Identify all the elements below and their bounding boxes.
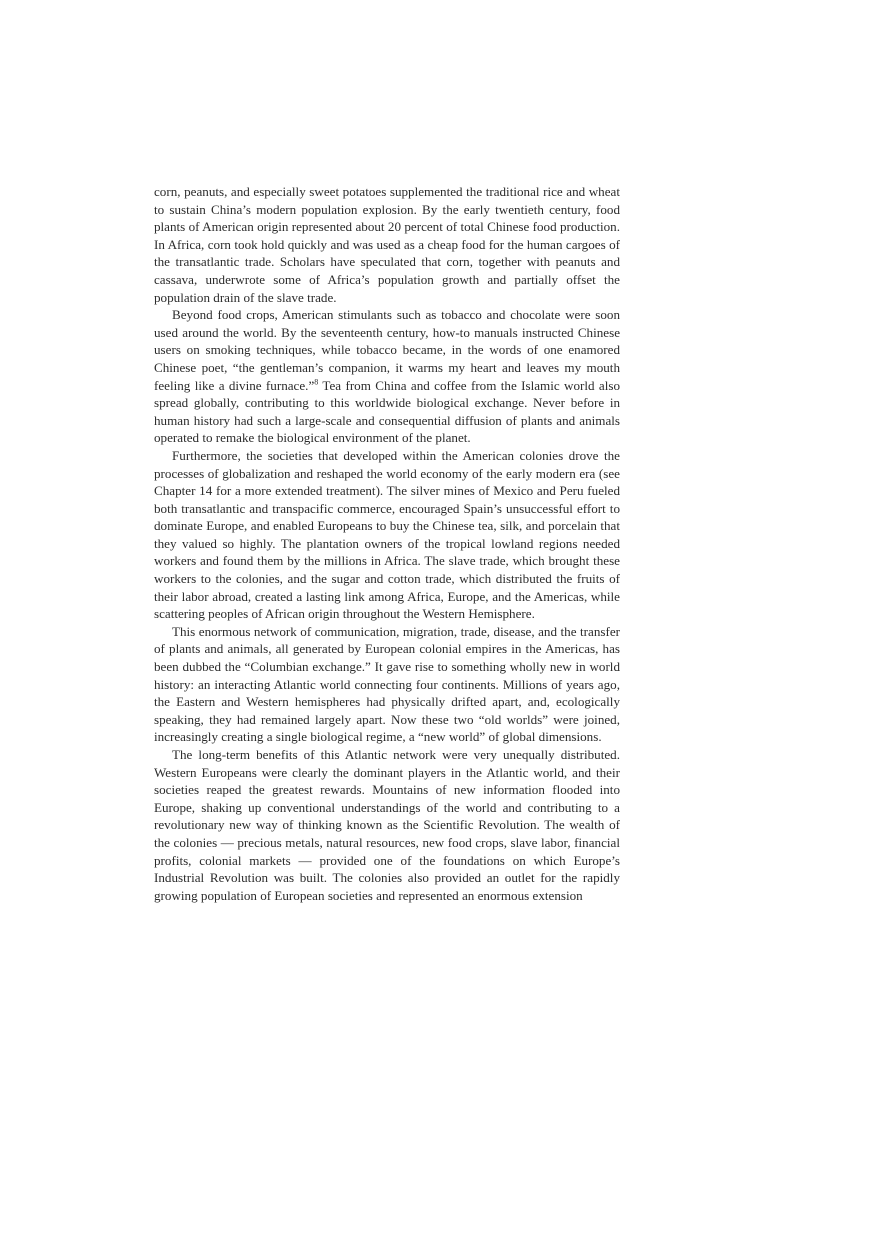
paragraph-5: The long-term benefits of this Atlantic network were very unequally distributed. Western Europeans were clearly the dominant players in the Atlantic world, and their societies reaped the greatest rewards. Mountains of new information flooded into Europe, shaking up conventional understandings of the world and contributing to a revolutionary new way of thinking known as the Scientific Revolution. The wealth of the colonies — precious metals, natural resources, new food crops, slave labor, financial profits, colonial markets — provided one of the foundations on which Europe’s Industrial Revolution was built. The colonies also provided an outlet for the rapidly growing population of European societies and represented an enormous extension — [154, 747, 620, 903]
paragraph-2 — [154, 306, 620, 447]
paragraph-1: corn, peanuts, and especially sweet potatoes supplemented the traditional rice and wheat to sustain China’s modern population explosion. By the early twentieth century, food plants of American origin represented about 20 percent of total Chinese food production. In Africa, corn took hold quickly and was used as a cheap food for the human cargoes of the transatlantic trade. Scholars have speculated that corn, together with peanuts and cassava, underwrote some of Africa’s population growth and partially offset the population drain of the slave trade. — [154, 184, 620, 305]
body-text — [154, 183, 620, 904]
paragraph-4: This enormous network of communication, migration, trade, disease, and the transfer of plants and animals, all generated by European colonial empires in the Americas, has been dubbed the “Columbian exchange.” It gave rise to something wholly new in world history: an interacting Atlantic world connecting four continents. Millions of years ago, the Eastern and Western hemispheres had physically drifted apart, and, ecologically speaking, they had remained largely apart. Now these two “old worlds” were joined, increasingly creating a single biological regime, a “new world” of global dimensions. — [154, 623, 620, 745]
paragraph-3: Furthermore, the societies that developed within the American colonies drove the processes of globalization and reshaped the world economy of the early modern era (see Chapter 14 for a more extended treatment). The silver mines of Mexico and Peru fueled both transatlantic and transpacific commerce, encouraged Spain’s unsuccessful effort to dominate Europe, and enabled Europeans to buy the Chinese tea, silk, and porcelain that they valued so highly. The plantation owners of the tropical lowland regions needed workers and found them by the millions in Africa. The slave trade, which brought these workers to the colonies, and the sugar and cotton trade, which distributed the fruits of their labor abroad, created a lasting link among Africa, Europe, and the Americas, while scattering peoples of African origin throughout the Western Hemisphere. — [154, 447, 620, 622]
footnote-reference[interactable]: 8 — [314, 377, 319, 387]
paragraph-2-part-1: Beyond food crops, American stimulants such as tobacco and chocolate were soon used around the world. By the seventeenth century, how-to manuals instructed Chinese users on smoking techniques, while tobacco became, in the words of one enamored Chinese poet, “the gentleman’s companion, it warms my heart and leaves my mouth feeling like a divine furnace.” — [154, 307, 620, 393]
paragraph-2-part-2: Tea from China and coffee from the Islamic world also spread globally, contributing to this worldwide biological exchange. Never before in human history had such a large-scale and consequential diffusion of plants and animals operated to remake the biological environment of the planet. — [154, 377, 620, 446]
